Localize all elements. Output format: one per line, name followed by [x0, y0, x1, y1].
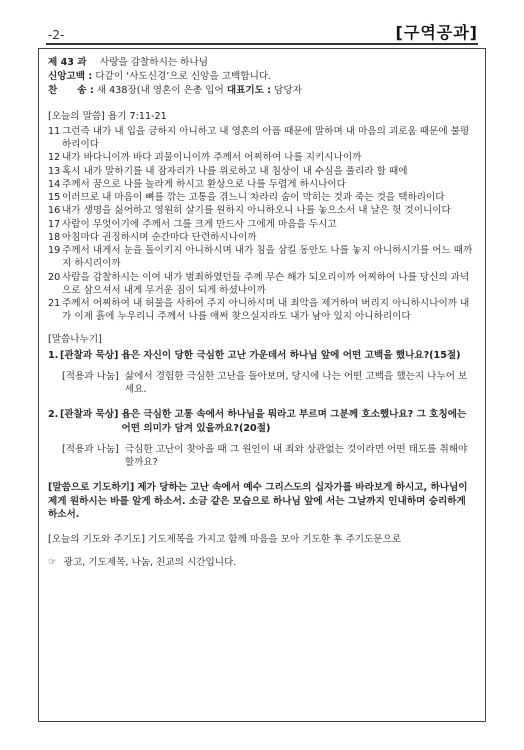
verse-number: 11	[48, 125, 61, 137]
header-rule	[46, 43, 478, 45]
verse-text: 주께서 어찌하여 내 허물을 사하여 주지 아니하시며 내 죄악을 제거하여 버리지 아니하시나이까 내가 이제 흙에 누우리니 주께서 나를 애써 찾으실지라도 내가 남아 있지 아니하리이다	[62, 297, 470, 323]
verse-text: 주께서 꿈으로 나를 놀라게 하시고 환상으로 나를 두렵게 하시나이다	[62, 178, 346, 190]
verse-text: 내가 바다니이까 바다 괴물이니이까 주께서 어찌하여 나를 지키시나이까	[62, 152, 362, 164]
question-1	[48, 349, 476, 362]
pointing-hand-icon: ☞	[48, 557, 57, 569]
verse-row	[48, 178, 476, 191]
prayer-leader-label: 대표기도 :	[226, 85, 272, 97]
question-number: 1.	[48, 349, 59, 361]
bible-heading	[48, 110, 476, 123]
question-label: [관찰과 묵상]	[60, 349, 119, 361]
verse-text: 내가 생명을 싫어하고 영원히 살기를 원하지 아니하오니 나를 놓으소서 내 날은 헛 것이니이다	[62, 205, 451, 217]
page-number: -2-	[48, 28, 65, 42]
verse-text: 사람이 무엇이기에 주께서 그를 크게 만드사 그에게 마음을 두시고	[62, 218, 337, 230]
notice-line	[48, 556, 476, 569]
verse-text: 주께서 내게서 눈을 돌이키지 아니하시며 내가 침을 삼킬 동안도 나를 놓지 아니하시기를 어느 때까지 하시리이까	[62, 245, 473, 270]
question-number: 2.	[48, 409, 59, 421]
apply-text: 삶에서 경험한 극심한 고난을 돌아보며, 당시에 나는 어떤 고백을 했는지 나누어 보세요.	[124, 370, 468, 396]
verse-row	[48, 297, 476, 323]
verse-row	[48, 191, 476, 204]
verse-text: 이러므로 내 마음이 뼈를 깎는 고통을 겪느니 차라리 숨이 막히는 것과 죽는 것을 택하리이다	[62, 192, 445, 204]
apply-text: 극심한 고난이 찾아올 때 그 원인이 내 죄와 상관없는 것이라면 어떤 태도를 취해야 할까요?	[124, 443, 468, 469]
bible-label: [오늘의 말씀]	[48, 110, 105, 122]
creed-line	[48, 70, 476, 83]
verse-row	[48, 204, 476, 217]
creed-text: 다같이 ‘사도신경’으로 신앙을 고백합니다.	[95, 71, 272, 83]
section-tag: [구역공과]	[395, 23, 478, 42]
prayer-label: [말씀으로 기도하기]	[48, 482, 135, 494]
hymn-text: 새 438장(내 영혼이 은총 입어	[96, 85, 224, 97]
verse-text: 아침마다 권징하시며 순간마다 단련하시나이까	[62, 231, 257, 243]
lesson-title	[48, 56, 476, 69]
verse-row	[48, 151, 476, 164]
verse-text: 혹시 내가 말하기를 내 잠자리가 나를 위로하고 내 침상이 내 수심을 풀리라 할 때에	[62, 165, 408, 177]
verse-list	[48, 125, 476, 324]
apply-label: [적용과 나눔]	[62, 443, 119, 455]
prayer-block	[48, 481, 476, 521]
verse-number: 12	[48, 152, 61, 164]
verse-row	[48, 165, 476, 178]
verse-number: 19	[48, 245, 61, 257]
verse-number: 14	[48, 178, 61, 190]
verse-number: 21	[48, 297, 61, 309]
spacer	[48, 396, 476, 406]
verse-number: 16	[48, 205, 61, 217]
verse-number: 20	[48, 271, 61, 283]
closing-text: 기도제목을 가지고 함께 마음을 모아 기도한 후 주기도문으로	[148, 534, 402, 546]
prayer-text: 제가 당하는 고난 속에서 예수 그리스도의 십자가를 바라보게 하시고, 하나님이 제게 원하시는 바를 알게 하소서. 소금 같은 모습으로 하나님 앞에 서는 그날까지 인내하며 승리하게 하소서.	[48, 482, 468, 520]
closing-label: [오늘의 기도와 주기도]	[48, 534, 145, 546]
question-2	[48, 408, 476, 434]
verse-row	[48, 271, 476, 297]
question-text: 욥은 자신이 당한 극심한 고난 가운데서 하나님 앞에 어떤 고백을 했나요?(15절)	[121, 349, 461, 361]
apply-1	[62, 370, 476, 396]
question-text: 욥은 극심한 고통 속에서 하나님을 뭐라고 부르며 그분께 호소했나요? 그 호칭에는 어떤 의미가 담겨 있을까요?(20절)	[121, 409, 467, 434]
hymn-label: 찬 송 :	[48, 85, 94, 97]
verse-row	[48, 244, 476, 270]
verse-row	[48, 231, 476, 244]
sharing-heading: [말씀나누기]	[48, 334, 102, 346]
apply-label: [적용과 나눔]	[62, 370, 119, 382]
apply-2	[62, 443, 476, 469]
verse-text: 사람을 감찰하시는 이여 내가 범죄하였던들 주께 무슨 해가 되오리이까 어찌하여 나를 당신의 과녁으로 삼으셔서 내게 무거운 짐이 되게 하셨나이까	[62, 271, 470, 296]
verse-number: 17	[48, 218, 61, 230]
verse-row	[48, 125, 476, 151]
prayer-leader-text: 담당자	[274, 85, 302, 97]
lesson-number: 제 43 과	[48, 57, 87, 68]
verse-number: 13	[48, 165, 61, 177]
verse-text: 그런즉 내가 내 입을 금하지 아니하고 내 영혼의 아픔 때문에 말하며 내 마음의 괴로움 때문에 불평하리이다	[62, 125, 470, 151]
hymn-line	[48, 84, 476, 97]
creed-label: 신앙고백 :	[48, 71, 93, 83]
lesson-title-text: 사랑을 감찰하시는 하나님	[99, 57, 208, 68]
verse-number: 18	[48, 231, 61, 243]
lesson-content	[48, 56, 476, 570]
notice-text: 광고, 기도제목, 나눔, 친교의 시간입니다.	[63, 557, 237, 569]
closing-prayer	[48, 533, 476, 546]
bible-reference: 욥기 7:11-21	[107, 110, 167, 122]
verse-row	[48, 218, 476, 231]
question-label: [관찰과 묵상]	[60, 409, 119, 421]
verse-number: 15	[48, 192, 61, 204]
